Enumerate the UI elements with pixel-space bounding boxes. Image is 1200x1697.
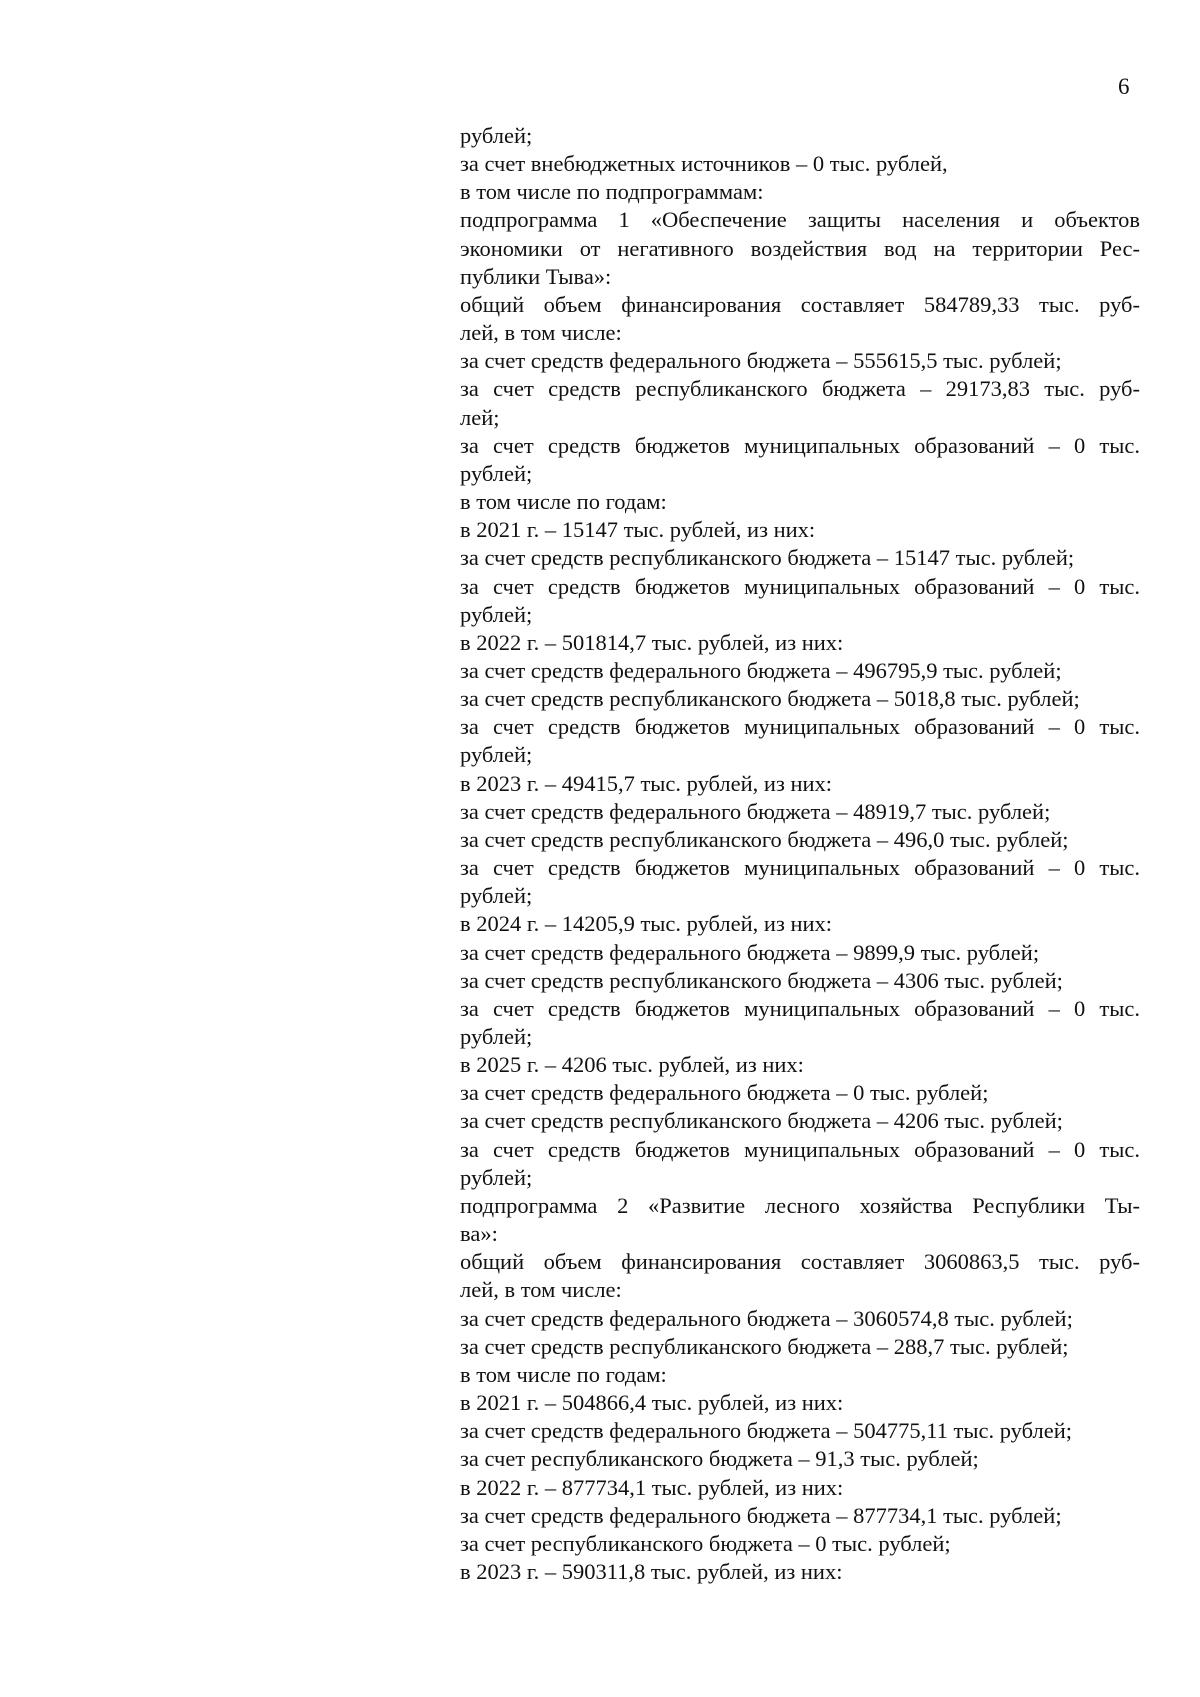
text-line: за счет средств федерального бюджета – 555615,5 тыс. рублей; <box>460 348 1062 374</box>
text-line: за счет средств республиканского бюджета – 288,7 тыс. рублей; <box>460 1333 1069 1359</box>
text-line: за счет средств бюджетов муниципальных образований – 0 тыс. <box>460 1136 1140 1162</box>
text-line: в 2024 г. – 14205,9 тыс. рублей, из них: <box>460 911 833 937</box>
text-line: за счет средств бюджетов муниципальных образований – 0 тыс. <box>460 432 1140 458</box>
text-line: общий объем финансирования составляет 584789,33 тыс. руб- <box>460 291 1140 317</box>
text-line: ва»: <box>460 1221 498 1247</box>
text-line: общий объем финансирования составляет 3060863,5 тыс. руб- <box>460 1249 1140 1275</box>
text-line: рублей; <box>460 460 533 486</box>
text-line: в 2021 г. – 15147 тыс. рублей, из них: <box>460 517 816 543</box>
text-line: в 2023 г. – 590311,8 тыс. рублей, из них: <box>460 1558 843 1584</box>
text-line: в 2023 г. – 49415,7 тыс. рублей, из них: <box>460 770 833 796</box>
text-line: за счет средств федерального бюджета – 504775,11 тыс. рублей; <box>460 1418 1072 1444</box>
text-line: лей, в том числе: <box>460 320 622 346</box>
text-line: в 2022 г. – 501814,7 тыс. рублей, из них: <box>460 629 844 655</box>
text-line: подпрограмма 2 «Развитие лесного хозяйства Республики Ты- <box>460 1192 1140 1218</box>
text-line: за счет внебюджетных источников – 0 тыс. рублей, <box>460 151 948 177</box>
text-line: за счет республиканского бюджета – 91,3 тыс. рублей; <box>460 1446 979 1472</box>
text-line: в 2025 г. – 4206 тыс. рублей, из них: <box>460 1052 804 1078</box>
text-line: рублей; <box>460 1024 533 1049</box>
text-line: за счет средств республиканского бюджета – 5018,8 тыс. рублей; <box>460 686 1080 712</box>
text-line: за счет средств республиканского бюджета – 4306 тыс. рублей; <box>460 967 1063 993</box>
text-line: рублей; <box>460 742 533 768</box>
text-line: за счет средств республиканского бюджета – 496,0 тыс. рублей; <box>460 826 1069 852</box>
text-line: за счет средств бюджетов муниципальных образований – 0 тыс. <box>460 573 1140 599</box>
text-line: публики Тыва»: <box>460 263 612 289</box>
text-line: лей; <box>460 404 500 430</box>
text-line: за счет средств бюджетов муниципальных образований – 0 тыс. <box>460 714 1140 740</box>
text-line: за счет средств республиканского бюджета – 4206 тыс. рублей; <box>460 1108 1063 1134</box>
text-line: за счет средств республиканского бюджета – 15147 тыс. рублей; <box>460 545 1075 571</box>
page-number: 6 <box>1118 74 1130 99</box>
text-line: в 2022 г. – 877734,1 тыс. рублей, из них: <box>460 1474 844 1500</box>
text-line: в том числе по подпрограммам: <box>460 179 764 205</box>
text-line: лей, в том числе: <box>460 1277 622 1303</box>
text-line: за счет средств федерального бюджета – 877734,1 тыс. рублей; <box>460 1502 1062 1528</box>
text-line: подпрограмма 1 «Обеспечение защиты населения и объектов <box>460 207 1140 233</box>
text-line: в 2021 г. – 504866,4 тыс. рублей, из них: <box>460 1390 844 1416</box>
text-line: рублей; <box>460 601 533 627</box>
text-line: за счет средств федерального бюджета – 0 тыс. рублей; <box>460 1080 989 1106</box>
text-line: за счет средств федерального бюджета – 9899,9 тыс. рублей; <box>460 939 1040 965</box>
text-line: за счет средств федерального бюджета – 48919,7 тыс. рублей; <box>460 798 1051 824</box>
text-line: в том числе по годам: <box>460 489 667 515</box>
text-line: за счет средств федерального бюджета – 3060574,8 тыс. рублей; <box>460 1305 1073 1331</box>
text-line: за счет республиканского бюджета – 0 тыс. рублей; <box>460 1530 951 1556</box>
text-line: за счет средств республиканского бюджета – 29173,83 тыс. руб- <box>460 376 1140 402</box>
text-line: рублей; <box>460 123 533 148</box>
text-line: за счет средств бюджетов муниципальных образований – 0 тыс. <box>460 855 1140 881</box>
text-line: экономики от негативного воздействия вод на территории Рес- <box>460 235 1140 261</box>
text-line: рублей; <box>460 883 533 909</box>
text-line: рублей; <box>460 1164 533 1190</box>
text-line: за счет средств бюджетов муниципальных образований – 0 тыс. <box>460 995 1140 1021</box>
text-line: в том числе по годам: <box>460 1361 667 1387</box>
document-text <box>460 122 1140 1586</box>
text-line: за счет средств федерального бюджета – 496795,9 тыс. рублей; <box>460 657 1062 683</box>
